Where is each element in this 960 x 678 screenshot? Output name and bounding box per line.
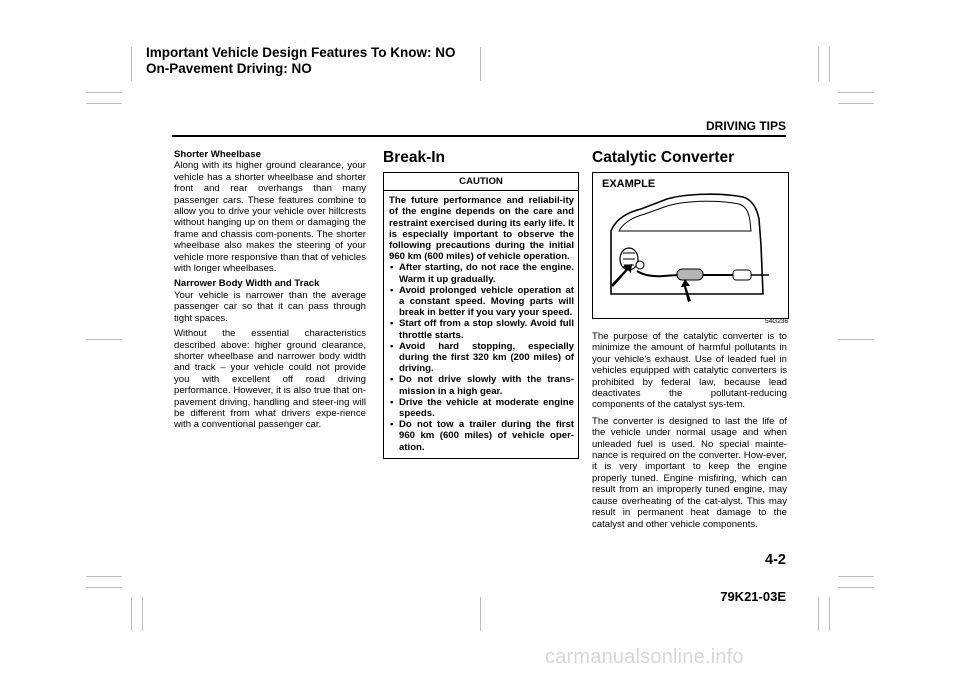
trim-mark <box>480 597 481 631</box>
paragraph-without-characteristics: Without the essential characteristics described above: higher ground clearance, shorter wheelbase and narrower body width and track – your vehicle could not provide you with excellent off road driving performance. However, it is also true that on-pavement driving, handling and steer-ing will be different from what drivers expe-rience with a conventional passenger car. <box>174 328 366 431</box>
document-code: 79K21-03E <box>720 589 786 604</box>
figure-label: EXAMPLE <box>602 178 656 190</box>
trim-mark <box>818 47 819 81</box>
caution-item: • Drive the vehicle at moderate engine speeds. <box>389 397 574 419</box>
vehicle-exhaust-illustration <box>593 173 788 318</box>
header-rule <box>172 135 786 137</box>
trim-mark <box>838 587 874 588</box>
paragraph-catalytic-maintenance: The converter is designed to last the life of the vehicle under normal usage and when unleaded fuel is used. No special mainte-nance is required on the converter. How-ever, it is very important to keep the engine properly tuned. Engine misfiring, which can result from an improperly tuned engine, may cause overheating of the cat-alyst. This may result in permanent heat damage to the catalyst and other vehicle components. <box>592 415 787 530</box>
trim-mark <box>480 47 481 81</box>
break-in-heading: Break-In <box>383 149 446 166</box>
caution-item: • After starting, do not race the engine. Warm it up gradually. <box>389 262 574 284</box>
trim-mark <box>838 339 874 340</box>
trim-mark <box>86 92 122 93</box>
trim-mark <box>142 597 143 631</box>
caution-item: • Avoid hard stopping, especially during the first 320 km (200 miles) of driving. <box>389 341 574 375</box>
catalytic-converter-heading: Catalytic Converter <box>592 149 735 166</box>
paragraph-narrower-body: Your vehicle is narrower than the average passenger car so that it can pass through tight spaces. <box>174 289 366 324</box>
caution-title: CAUTION <box>384 173 578 191</box>
top-note <box>146 45 456 77</box>
catalytic-converter-figure <box>592 172 789 319</box>
trim-mark <box>829 47 830 81</box>
caution-box <box>383 172 579 459</box>
trim-mark <box>86 339 122 340</box>
trim-mark <box>838 103 874 104</box>
caution-body <box>384 191 578 458</box>
paragraph-catalytic-purpose: The purpose of the catalytic converter is to minimize the amount of harmful pollutants in your vehicle's exhaust. Use of leaded fuel in vehicles equipped with catalytic converters is prohibited by federal law, because lead deactivates the pollutant-reducing components of the catalyst sys-tem. <box>592 331 787 411</box>
trim-mark <box>838 92 874 93</box>
caution-item: • Do not tow a trailer during the first 960 km (600 miles) of vehicle oper-ation. <box>389 419 574 453</box>
catalytic-column <box>592 331 787 535</box>
caution-list <box>389 262 574 452</box>
trim-mark <box>131 47 132 81</box>
top-note-line-2: On-Pavement Driving: NO <box>146 61 312 76</box>
trim-mark <box>86 576 122 577</box>
caution-item: • Start off from a stop slowly. Avoid full throttle starts. <box>389 318 574 340</box>
subheading-narrower-body: Narrower Body Width and Track <box>174 278 320 290</box>
top-note-line-1: Important Vehicle Design Features To Know: NO <box>146 45 456 60</box>
page-number: 4-2 <box>765 552 786 568</box>
paragraph-shorter-wheelbase: Along with its higher ground clearance, your vehicle has a shorter wheelbase and shorter front and rear overhangs than many passenger cars. These features combine to allow you to drive your vehicle over hillcrests without hanging up on them or damaging the frame and chassis com-ponents. The shorter wheelbase also makes the steering of your vehicle more responsive than that of vehicles with longer wheelbases. <box>174 160 366 275</box>
trim-mark <box>818 597 819 631</box>
section-title: DRIVING TIPS <box>705 119 786 133</box>
trim-mark <box>829 597 830 631</box>
left-column <box>174 149 366 435</box>
trim-mark <box>838 576 874 577</box>
caution-item: • Avoid prolonged vehicle operation at a constant speed. Moving parts will break in better if you vary your speed. <box>389 285 574 319</box>
caution-item: • Do not drive slowly with the trans-mission in a high gear. <box>389 374 574 396</box>
trim-mark <box>131 597 132 631</box>
watermark: carmanualsonline.info <box>545 646 744 668</box>
subheading-shorter-wheelbase: Shorter Wheelbase <box>174 149 261 160</box>
trim-mark <box>86 103 122 104</box>
caution-intro: The future performance and reliabil-ity of the engine depends on the care and restraint exercised during its early life. It is especially important to observe the following precautions during the initial 960 km (600 miles) of vehicle operation. <box>389 195 574 263</box>
trim-mark <box>86 587 122 588</box>
figure-code: 54G236 <box>765 318 789 325</box>
